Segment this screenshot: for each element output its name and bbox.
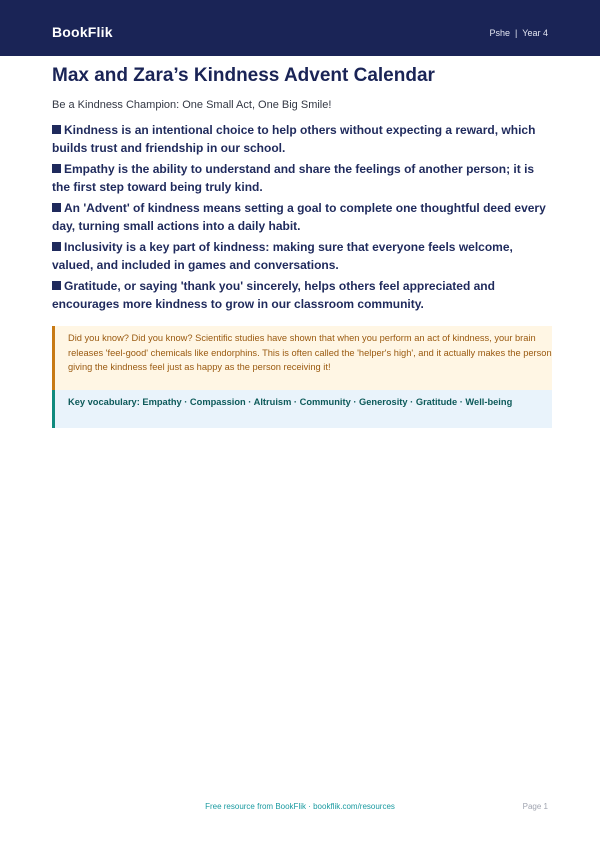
key-point: Kindness is an intentional choice to help others without expecting a reward, which builds trust and friendship in our school. [52, 123, 536, 155]
key-point: Inclusivity is a key part of kindness: making sure that everyone feels welcome, valued, and included in games and conversations. [52, 240, 513, 272]
header-bar [0, 0, 600, 56]
footer-link[interactable]: Free resource from BookFlik · bookflik.com/resources [205, 802, 395, 811]
square-bullet-icon [52, 164, 61, 173]
square-bullet-icon [52, 242, 61, 251]
key-point: Gratitude, or saying 'thank you' sincerely, helps others feel appreciated and encourages more kindness to grow in our classroom community. [52, 279, 495, 311]
brand-logo-text[interactable]: BookFlik [52, 24, 113, 40]
page-subtitle: Be a Kindness Champion: One Small Act, One Big Smile! [52, 99, 332, 111]
key-vocabulary-text: Key vocabulary: Empathy · Compassion · Altruism · Community · Generosity · Gratitude · Well-being [68, 397, 513, 407]
key-vocabulary-box [52, 390, 552, 428]
year-label: Year 4 [522, 28, 548, 38]
key-point: An 'Advent' of kindness means setting a goal to complete one thoughtful deed every day, turning small actions into a daily habit. [52, 201, 546, 233]
square-bullet-icon [52, 125, 61, 134]
key-points-list [52, 122, 552, 317]
key-point: Empathy is the ability to understand and share the feelings of another person; it is the first step toward being truly kind. [52, 162, 535, 194]
page-title: Max and Zara’s Kindness Advent Calendar [52, 65, 435, 86]
page-number: Page 1 [522, 802, 548, 811]
did-you-know-box: Did you know? Did you know? Scientific studies have shown that when you perform an act of kindness, your brain releases 'feel-good' chemicals like endorphins. This is often called the 'helper's high', and it actually makes the person giving the kindness feel just as happy as the person receiving it! [52, 326, 552, 395]
square-bullet-icon [52, 203, 61, 212]
subject-label: Pshe [489, 28, 510, 38]
header-meta [489, 28, 548, 38]
square-bullet-icon [52, 281, 61, 290]
meta-separator: | [514, 28, 518, 38]
